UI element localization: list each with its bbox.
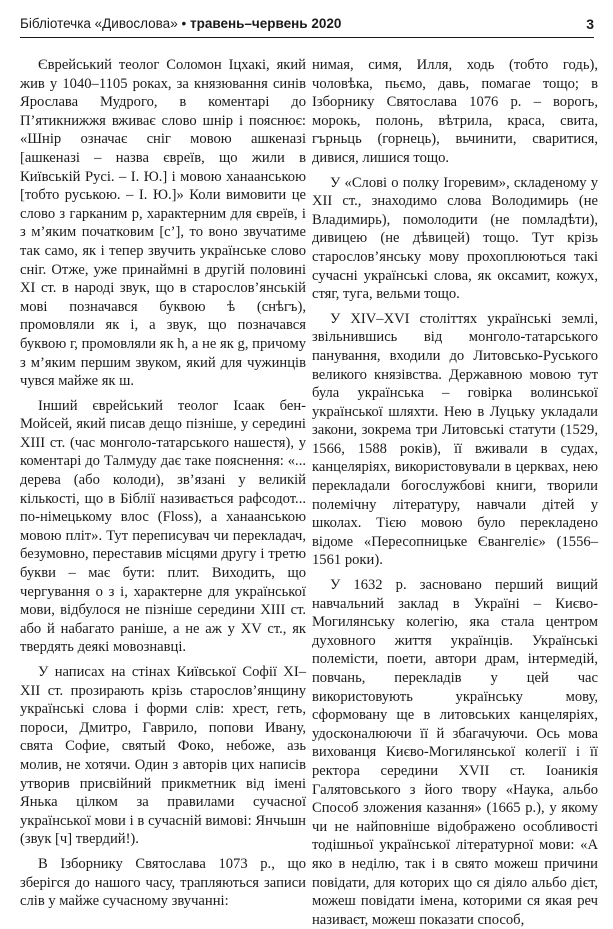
paragraph: Єврейський теолог Соломон Іцхакі, який жив у 1040–1105 роках, за князювання синів Ярослава Мудрого, в коментарі до П’ятикнижжя вживає слово шнір і пояснює: «Шнір означає сніг мовою ашкеназі [ашкеназі – назва євреїв, що жили в Київській Русі. – І. Ю.] і мовою ханаанською [тобто руською. – І. Ю.]» Коли вимовити це слово з гарканим р, характерним для євреїв, і з м’яким початковим [с’], то воно звучатиме так само, як і тепер звучить українське слово сніг. Отже, уже принаймні в другій половині ХІ ст. в народі звук, що в старослов’янській мові позначався буквою ѣ (снѣгъ), промовляли як і, а звук, що позначався буквою г, промовляли як h, а не як g, причому з м’яким першим звуком, який для чужинців чувся майже як ш. bbox=[20, 57, 306, 390]
header-bullet: • bbox=[181, 16, 187, 31]
left-column bbox=[20, 56, 306, 918]
running-header bbox=[20, 14, 594, 34]
paragraph: У XIV–XVI століттях українські землі, звільнившись від монголо-татарського панування, входили до Литовсько-Руського великого князівства. Державною мовою тут була українська – говірка волинської української шляхти. Нею в Луцьку укладали закони, зокрема три Литовські статути (1529, 1566, 1588 років), її вживали в судах, канцеляріях, використовували в церквах, нею перекладали богослужбові книги, творили полемічну літературу, навчали дітей у школах. Тією мовою було перекладено відоме «Пересопницьке Євангеліє» (1556–1561 роки). bbox=[312, 310, 598, 569]
paragraph: У 1632 р. засновано перший вищий навчальний заклад в Україні – Києво-Могилянську колегію, яка стала центром духовного життя українців. Українські полемісти, поети, автори драм, інтермедій, повчань, перекладів у цей час використовують українську мову, сформовану ще в литовських канцеляріях, удосконалюючи її й збагачуючи. Ось мова вихованця Києво-Могилянської колегії і її ректора середини XVII ст. Іоаникія Галятовського з його твору «Наука, альбо Способ зложения казання» (1665 р.), у якому чи не найповніше відображено особливості тодішньої української літературної мови: «А яко в неділю, так і в свято можеш причини повідати, для которих що ся діяло альбо дієт, можеш повідати імена, которими ся якая реч називаєт, можеш показати способ, bbox=[312, 577, 598, 928]
issue-date: травень–червень 2020 bbox=[189, 16, 342, 31]
page-number: 3 bbox=[586, 16, 594, 32]
right-column bbox=[312, 56, 598, 928]
journal-title: Бібліотечка «Дивослова» bbox=[20, 16, 178, 31]
paragraph: В Ізборнику Святослава 1073 р., що зберігся до нашого часу, трапляються записи слів у майже сучасному звучанні: bbox=[20, 855, 306, 910]
paragraph: У «Слові о полку Ігоревим», складеному у XII ст., знаходимо слова Володимирь (не Владимирь), помолодити (не помладѣти), дивицею (не дѣвицей) тощо. Тут крізь старослов’янську мову прохоплюються такі сучасні українські слова, як оксамит, кожух, стяг, туга, вельми тощо. bbox=[312, 174, 598, 303]
paragraph: У написах на стінах Київської Софії XI–XII ст. прозирають крізь старослов’янщину українські слова і форми слів: хрест, геть, пороси, Дмитро, Гаврило, попови Ивану, свята Софие, святый Фоко, небоже, азь молив, не хотячи. Один з авторів цих написів утворив присвійний прикметник від імені Янька цілком за правилами сучасної української мови і в сучасній вимові: Янчьшн (звук [ч] твердий!). bbox=[20, 664, 306, 848]
paragraph: Інший єврейський теолог Ісаак бен-Мойсей, який писав дещо пізніше, у середині XIII ст. (час монголо-татарського нашестя), у коментарі до Талмуду дає таке пояснення: «... дерева (або колоди), зв’язані у великій кількості, що в Біблії називається рафсодот... по-німецькому влос (Floss), а ханаанською мовою пліт». Тут переписувач чи перекладач, безумовно, переставив місцями другу і третю букви – має бути: плит. Виходить, що чергування о з і, характерне для української мови, відбулося не пізніше середини XIII ст. або й набагато раніше, а не аж у XV ст., як твердять деякі мовознавці. bbox=[20, 397, 306, 656]
paragraph: нимая, симя, Илля, ходь (тобто годь), чоловѣка, пьємо, давь, помагае тощо; в Ізборнику Святослава 1076 р. – ворогь, морокь, полонь, вѣтрила, краса, свита, гърньць (горнець), вьчинити, сваритися, дивися, лишися тощо. bbox=[312, 57, 598, 166]
header-rule bbox=[20, 37, 594, 38]
